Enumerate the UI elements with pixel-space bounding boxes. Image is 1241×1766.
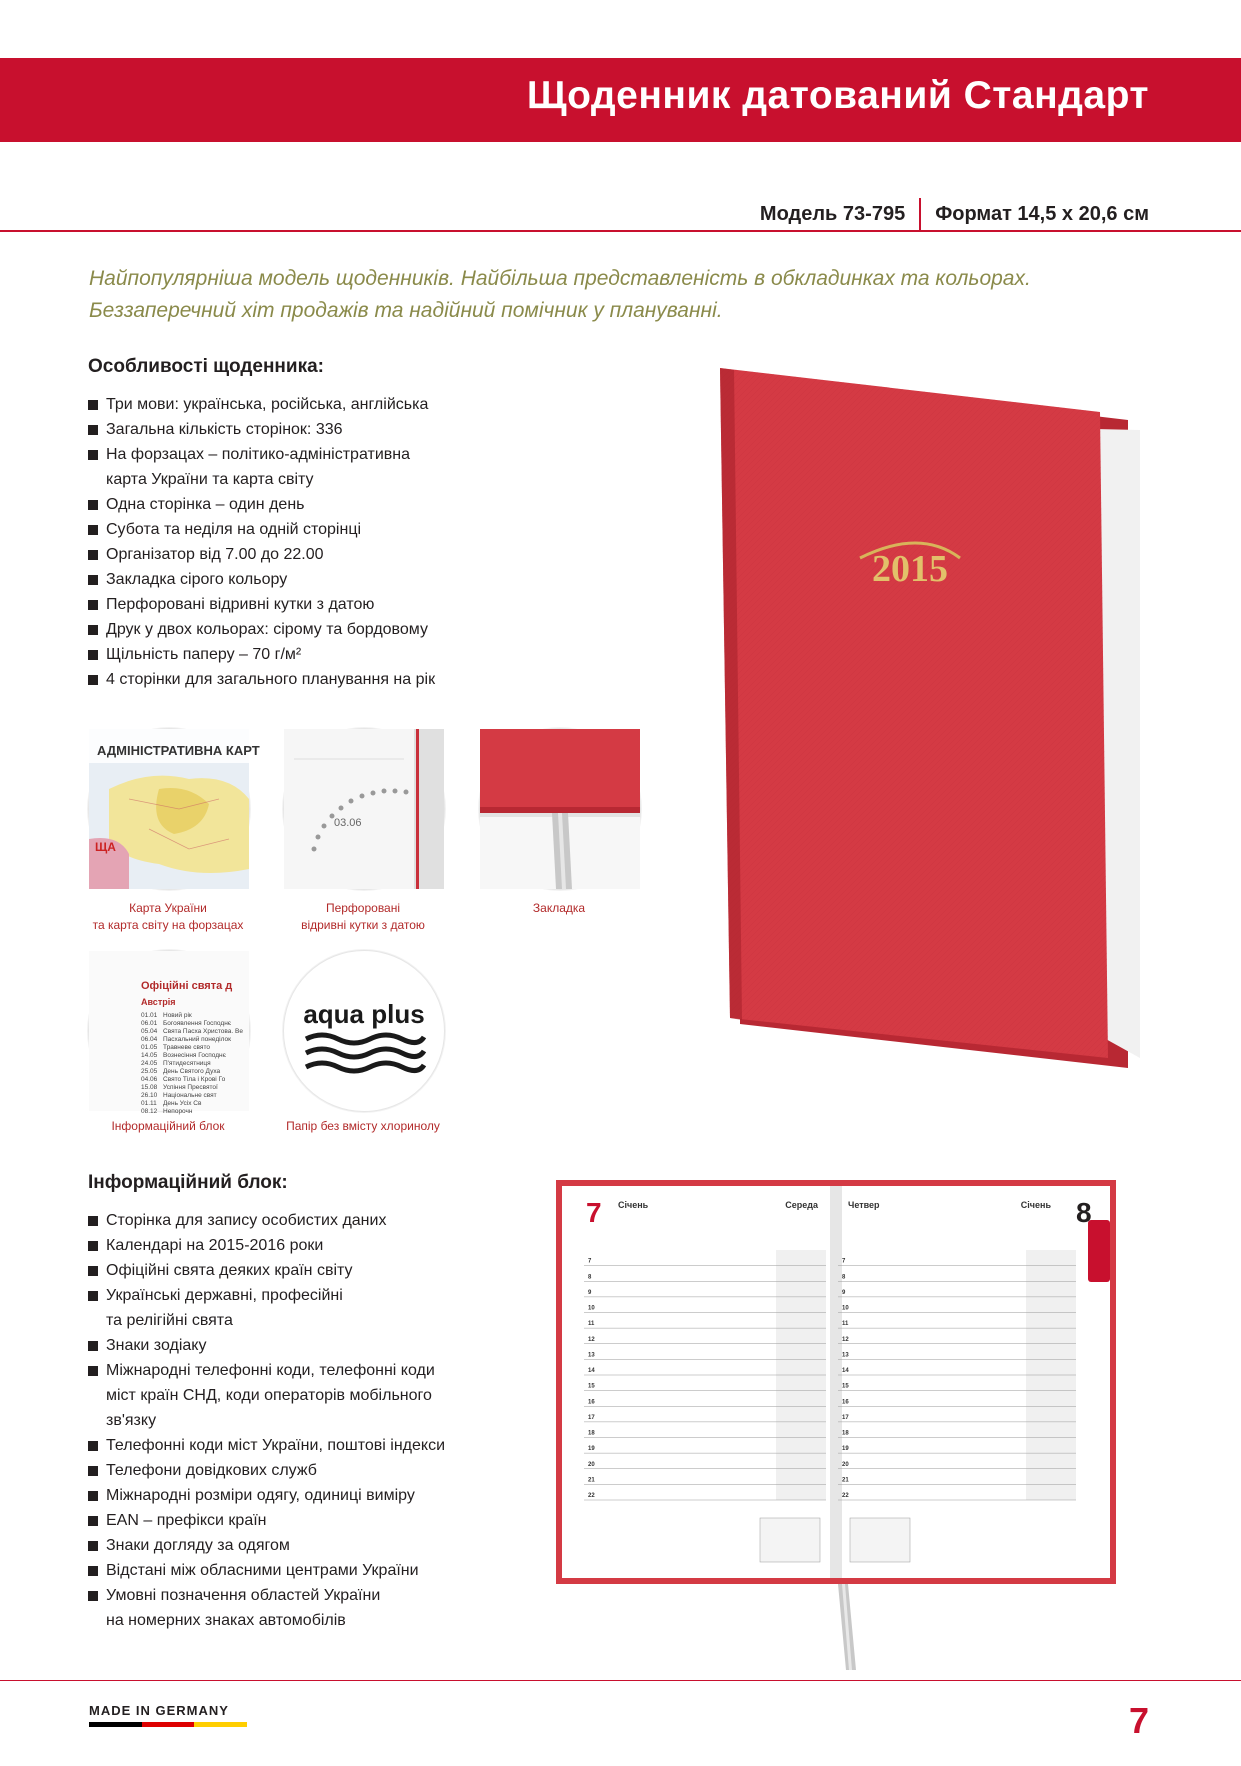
- list-item: Міжнародні розміри одягу, одиниці виміру: [88, 1483, 445, 1508]
- info-date: 01.01: [141, 1012, 158, 1019]
- info-date: 08.12: [141, 1108, 158, 1115]
- info-holiday-name: Національне свят: [163, 1092, 217, 1099]
- made-in-germany-label: MADE IN GERMANY: [89, 1703, 229, 1718]
- hour-label: 18: [842, 1430, 849, 1437]
- info-holiday-name: Богоявлення Господнє: [163, 1020, 232, 1027]
- specs-divider: [919, 198, 921, 230]
- info-holiday-name: День Святого Духа: [163, 1068, 221, 1075]
- info-holiday-name: Вознесіння Господнє: [163, 1052, 226, 1059]
- aqua-plus-logo: aqua plus: [303, 999, 425, 1029]
- info-block-title: Інформаційний блок:: [88, 1172, 288, 1193]
- list-item: Загальна кількість сторінок: 336: [88, 417, 435, 442]
- features-title: Особливості щоденника:: [88, 356, 324, 377]
- header-rule: [0, 230, 1241, 232]
- aqua-plus-thumbnail: [283, 950, 445, 1112]
- hour-label: 10: [588, 1305, 595, 1312]
- hour-label: 14: [588, 1368, 595, 1374]
- tagline: [89, 263, 1089, 327]
- diary-cover-image: [720, 368, 1150, 1078]
- hour-label: 14: [842, 1368, 849, 1374]
- features-list: [88, 392, 435, 692]
- bookmark-caption: Закладка: [532, 901, 586, 915]
- hour-label: 17: [842, 1414, 849, 1421]
- info-holiday-name: Непорочн: [163, 1108, 193, 1115]
- format-size: Формат 14,5 х 20,6 см: [935, 202, 1149, 225]
- list-item: Офіційні свята деяких країн світу: [88, 1258, 445, 1283]
- hour-label: 13: [842, 1352, 849, 1359]
- perforation-thumbnail: [283, 728, 445, 890]
- hour-label: 7: [842, 1258, 846, 1265]
- list-item: На форзацах – політико-адміністративна: [88, 442, 435, 467]
- info-block-caption: Інформаційний блок: [111, 1119, 225, 1133]
- cover-emblem: [860, 543, 960, 590]
- list-item: Одна сторінка – один день: [88, 492, 435, 517]
- list-item: Сторінка для запису особистих даних: [88, 1208, 445, 1233]
- page-title: Щоденник датований Стандарт: [526, 74, 1149, 117]
- hour-label: 21: [588, 1477, 595, 1484]
- hour-label: 11: [842, 1321, 849, 1328]
- list-item-continuation: зв'язку: [106, 1412, 157, 1429]
- info-holiday-name: П'ятидесятниця: [163, 1060, 211, 1067]
- info-block-list: [88, 1208, 445, 1633]
- list-item-continuation: та релігійні свята: [106, 1312, 233, 1329]
- list-item: Телефони довідкових служб: [88, 1458, 445, 1483]
- hour-label: 9: [842, 1289, 846, 1296]
- product-specs: [760, 198, 1149, 230]
- list-item: Три мови: українська, російська, англійська: [88, 392, 435, 417]
- hour-label: 13: [588, 1352, 595, 1359]
- map-thumbnail: [88, 728, 260, 890]
- info-date: 04.06: [141, 1076, 158, 1083]
- list-item: Друк у двох кольорах: сірому та бордовому: [88, 617, 435, 642]
- list-item-continuation: на номерних знаках автомобілів: [106, 1612, 346, 1629]
- hour-label: 16: [842, 1399, 849, 1406]
- list-item: Телефонні коди міст України, поштові індекси: [88, 1433, 445, 1458]
- right-day-number: 8: [1076, 1197, 1092, 1228]
- info-date: 05.04: [141, 1028, 158, 1035]
- info-country-text: Австрія: [141, 997, 176, 1007]
- info-date: 01.11: [141, 1100, 157, 1107]
- list-item: Українські державні, професійні: [88, 1283, 445, 1308]
- info-holiday-name: Травневе свято: [163, 1044, 210, 1051]
- hour-label: 19: [588, 1446, 595, 1453]
- info-heading-text: Офіційні свята д: [141, 980, 233, 992]
- hour-label: 11: [588, 1321, 595, 1328]
- list-item: Умовні позначення областей України: [88, 1583, 445, 1608]
- model-number: Модель 73-795: [759, 202, 906, 225]
- info-date: 06.01: [141, 1020, 158, 1027]
- german-flag-icon: [89, 1722, 247, 1727]
- hour-label: 18: [588, 1430, 595, 1437]
- map-corner-text: ЩА: [95, 840, 116, 854]
- bookmark-thumbnail: [479, 728, 641, 890]
- info-date: 24.05: [141, 1060, 158, 1067]
- hour-label: 12: [588, 1336, 595, 1343]
- info-date: 01.05: [141, 1044, 158, 1051]
- hour-label: 20: [588, 1461, 595, 1468]
- footer-rule: [0, 1680, 1241, 1681]
- list-item: Відстані між обласними центрами України: [88, 1558, 445, 1583]
- map-caption-line-1: Карта України: [129, 901, 207, 915]
- info-holiday-name: Свята Пасха Христова. Ве: [163, 1028, 243, 1035]
- list-item: Знаки зодіаку: [88, 1333, 445, 1358]
- left-day-number: 7: [586, 1197, 602, 1228]
- title-banner: [0, 58, 1241, 142]
- hour-label: 22: [588, 1493, 595, 1499]
- hour-label: 17: [588, 1414, 595, 1421]
- info-holiday-name: Свято Тіла і Крові Го: [163, 1076, 226, 1083]
- right-month: Січень: [1020, 1200, 1051, 1210]
- info-date: 14.05: [141, 1052, 158, 1059]
- list-item: Субота та неділя на одній сторінці: [88, 517, 435, 542]
- cover-year: 2015: [872, 548, 948, 590]
- list-item-continuation: міст країн СНД, коди операторів мобільного: [106, 1387, 432, 1404]
- list-item: Закладка сірого кольору: [88, 567, 435, 592]
- map-caption: [68, 900, 268, 934]
- list-item: Організатор від 7.00 до 22.00: [88, 542, 435, 567]
- info-date: 15.08: [141, 1084, 158, 1091]
- perforation-caption: [263, 900, 463, 934]
- diary-spread-image: [556, 1180, 1116, 1670]
- info-holiday-name: Успіння Пресвятої: [163, 1084, 218, 1091]
- info-date: 06.04: [141, 1036, 158, 1043]
- hour-label: 15: [842, 1383, 849, 1390]
- list-item-continuation: карта України та карта світу: [106, 471, 314, 488]
- hour-label: 7: [588, 1258, 592, 1265]
- aqua-plus-caption: Папір без вмісту хлоринолу: [286, 1119, 440, 1133]
- hour-label: 19: [842, 1446, 849, 1453]
- page-number: 7: [1128, 1700, 1149, 1741]
- perf-caption-line-2: відривні кутки з датою: [301, 918, 425, 932]
- list-item: Перфоровані відривні кутки з датою: [88, 592, 435, 617]
- list-item: Календарі на 2015-2016 роки: [88, 1233, 445, 1258]
- hour-label: 12: [842, 1336, 849, 1343]
- info-holiday-name: День Усіх Св: [163, 1100, 202, 1107]
- hour-label: 15: [588, 1383, 595, 1390]
- info-date: 26.10: [141, 1092, 158, 1099]
- hour-label: 22: [842, 1493, 849, 1499]
- hour-label: 8: [588, 1274, 592, 1281]
- left-month: Січень: [618, 1200, 649, 1210]
- list-item: Знаки догляду за одягом: [88, 1533, 445, 1558]
- hour-label: 8: [842, 1274, 846, 1281]
- list-item: 4 сторінки для загального планування на рік: [88, 667, 435, 692]
- hour-label: 20: [842, 1461, 849, 1468]
- list-item: EAN – префікси країн: [88, 1508, 445, 1533]
- map-caption-line-2: та карта світу на форзацах: [92, 918, 244, 932]
- info-block-thumbnail: [88, 950, 250, 1115]
- list-item: Щільність паперу – 70 г/м²: [88, 642, 435, 667]
- map-title-text: АДМІНІСТРАТИВНА КАРТ: [97, 743, 260, 758]
- hour-label: 16: [588, 1399, 595, 1406]
- right-weekday: Четвер: [848, 1200, 880, 1210]
- left-weekday: Середа: [785, 1200, 818, 1210]
- perf-date-text: 03.06: [334, 817, 362, 829]
- list-item: Міжнародні телефонні коди, телефонні коди: [88, 1358, 445, 1383]
- info-holiday-name: Пасхальний понеділок: [163, 1036, 231, 1043]
- hour-label: 9: [588, 1289, 592, 1296]
- perf-caption-line-1: Перфоровані: [325, 901, 401, 915]
- tagline-line-1: Найпопулярніша модель щоденників. Найбільша представленість в обкладинках та кольорах.: [89, 267, 1031, 290]
- tagline-line-2: Беззаперечний хіт продажів та надійний помічник у плануванні.: [89, 299, 723, 322]
- hour-label: 21: [842, 1477, 849, 1484]
- hour-label: 10: [842, 1305, 849, 1312]
- info-holiday-name: Новий рік: [163, 1012, 192, 1019]
- info-date: 25.05: [141, 1068, 158, 1075]
